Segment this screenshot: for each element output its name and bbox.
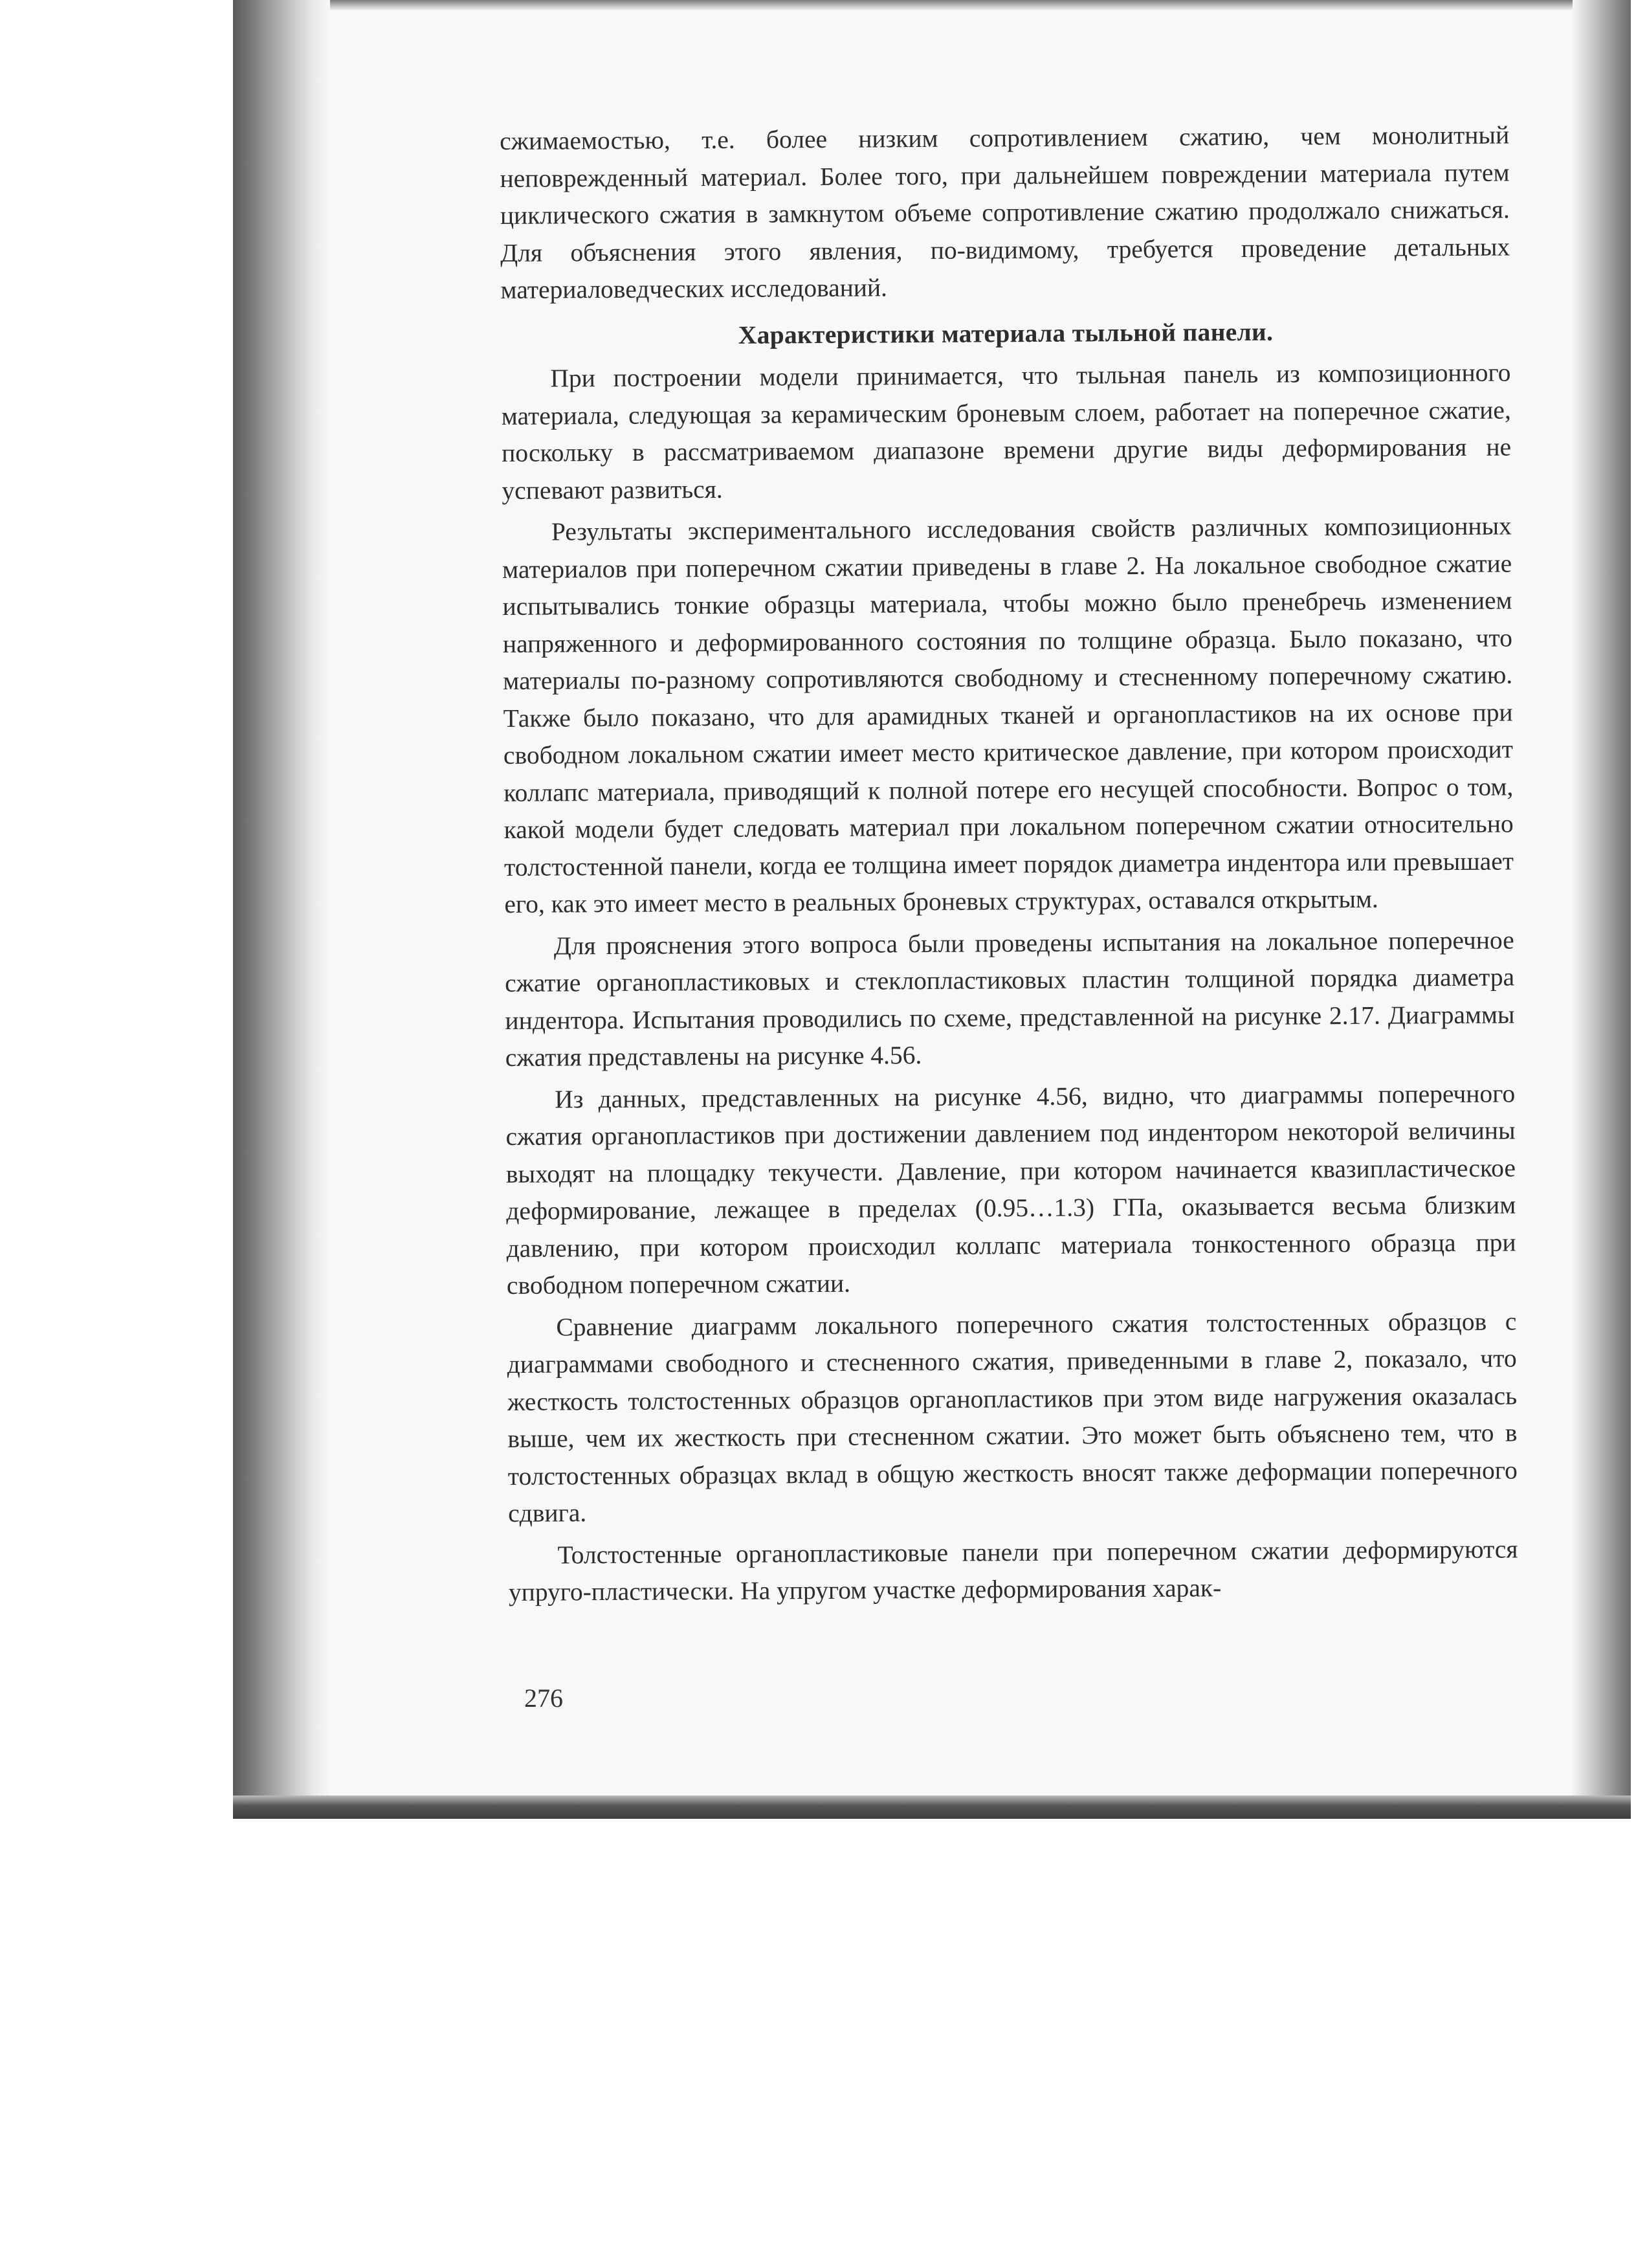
- page-edge-bottom: [233, 1796, 1631, 1819]
- page-edge-right: [1573, 0, 1631, 1819]
- paragraph: Из данных, представленных на рисунке 4.56, видно, что диаграммы поперечного сжатия органопластиков при достижении давлением под индентором некоторой величины выходят на площадку текучести. Давление, при котором начинается квазипластическое деформирование, лежащее в пределах (0.95…1.3) ГПа, оказывается весьма близким давлению, при котором происходил коллапс материала тонкостенного образца при свободном поперечном сжатии.: [505, 1078, 1516, 1300]
- binding-shadow-left: [233, 0, 330, 1819]
- section-heading: Характеристики материала тыльной панели.: [738, 317, 1274, 350]
- paragraph: Толстостенные органопластиковые панели при поперечном сжатии деформируются упруго-пластически. На упругом участке деформирования харак-: [508, 1534, 1518, 1606]
- page-number: 276: [524, 1684, 563, 1713]
- paragraph: Для прояснения этого вопроса были проведены испытания на локальное поперечное сжатие органопластиковых и стеклопластиковых пластин толщиной порядка диаметра индентора. Испытания проводились по схеме, представленной на рисунке 2.17. Диаграммы сжатия представлены на рисунке 4.56.: [504, 925, 1515, 1072]
- page-edge-top: [330, 0, 1573, 12]
- paragraph: Результаты экспериментального исследования свойств различных композиционных материалов при поперечном сжатии приведены в главе 2. На локальное свободное сжатие испытывались тонкие образцы материала, чтобы можно было пренебречь изменением напряженного и деформированного состояния по толщине образца. Было показано, что материалы по-разному сопротивляются свободному и стесненному поперечному сжатию. Также было показано, что для арамидных тканей и органопластиков на их основе при свободном локальном сжатии имеет место критическое давление, при котором происходит коллапс материала, приводящий к полной потере его несущей способности. Вопрос о том, какой модели будет следовать материал при локальном поперечном сжатии относительно толстостенной панели, когда ее толщина имеет порядок диаметра индентора или превышает его, как это имеет место в реальных броневых структурах, оставался открытым.: [502, 511, 1514, 918]
- paragraph: При построении модели принимается, что тыльная панель из композиционного материала, следующая за керамическим броневым слоем, работает на поперечное сжатие, поскольку в рассматриваемом диапазоне времени другие виды деформирования не успевают развиться.: [501, 358, 1512, 505]
- page-text-block: [500, 117, 1518, 1616]
- paragraph-continuation: сжимаемостью, т.е. более низким сопротивлением сжатию, чем монолитный неповрежденный материал. Более того, при дальнейшем повреждении материала путем циклического сжатия в замкнутом объеме сопротивление сжатию продолжало снижаться. Для объяснения этого явления, по-видимому, требуется проведение детальных материаловедческих исследований.: [500, 120, 1510, 304]
- scan-artifact: [1609, 572, 1613, 574]
- paragraph: Сравнение диаграмм локального поперечного сжатия толстостенных образцов с диаграммами свободного и стесненного сжатия, приведенными в главе 2, показало, что жесткость толстостенных образцов органопластиков при этом виде нагружения оказалась выше, чем их жесткость при стесненном сжатии. Это может быть объяснено тем, что в толстостенных образцах вклад в общую жесткость вносят также деформации поперечного сдвига.: [507, 1306, 1518, 1528]
